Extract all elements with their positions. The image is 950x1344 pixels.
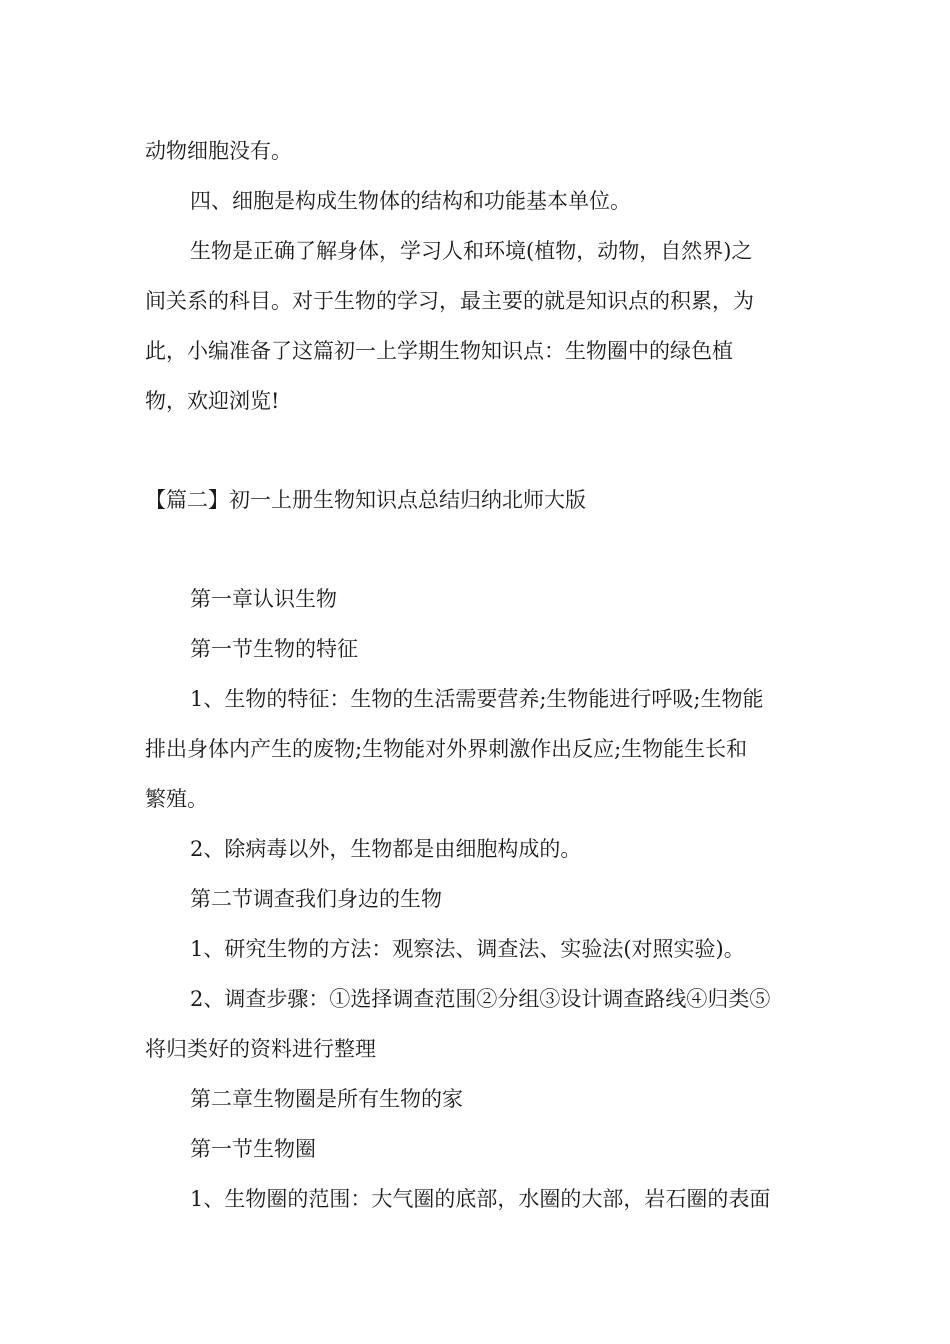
chapter-title: 第一章认识生物 [190,587,337,611]
section-title: 第一节生物的特征 [190,637,358,661]
paragraph-line: 生物是正确了解身体，学习人和环境(植物，动物，自然界)之 [190,239,753,263]
paragraph-line: 2、除病毒以外，生物都是由细胞构成的。 [190,837,582,861]
paragraph-line: 动物细胞没有。 [145,139,292,163]
paragraph-line: 物，欢迎浏览! [145,389,280,413]
paragraph-line: 1、生物的特征：生物的生活需要营养;生物能进行呼吸;生物能 [190,687,764,711]
section-title: 第一节生物圈 [190,1137,316,1161]
paragraph-line: 四、细胞是构成生物体的结构和功能基本单位。 [190,189,631,213]
paragraph-line: 排出身体内产生的废物;生物能对外界刺激作出反应;生物能生长和 [145,737,748,761]
paragraph-line: 将归类好的资料进行整理 [145,1037,376,1061]
chapter-title: 第二章生物圈是所有生物的家 [190,1087,463,1111]
paragraph-line: 间关系的科目。对于生物的学习，最主要的就是知识点的积累，为 [145,289,754,313]
paragraph-line: 此，小编准备了这篇初一上学期生物知识点：生物圈中的绿色植 [145,339,733,363]
paragraph-line: 1、生物圈的范围：大气圈的底部，水圈的大部，岩石圈的表面 [190,1187,771,1211]
paragraph-line: 繁殖。 [145,787,208,811]
section-title: 第二节调查我们身边的生物 [190,887,442,911]
section-heading: 【篇二】初一上册生物知识点总结归纳北师大版 [145,488,586,512]
paragraph-line: 1、研究生物的方法：观察法、调查法、实验法(对照实验)。 [190,937,745,961]
paragraph-line: 2、调查步骤：①选择调查范围②分组③设计调查路线④归类⑤ [190,987,771,1011]
